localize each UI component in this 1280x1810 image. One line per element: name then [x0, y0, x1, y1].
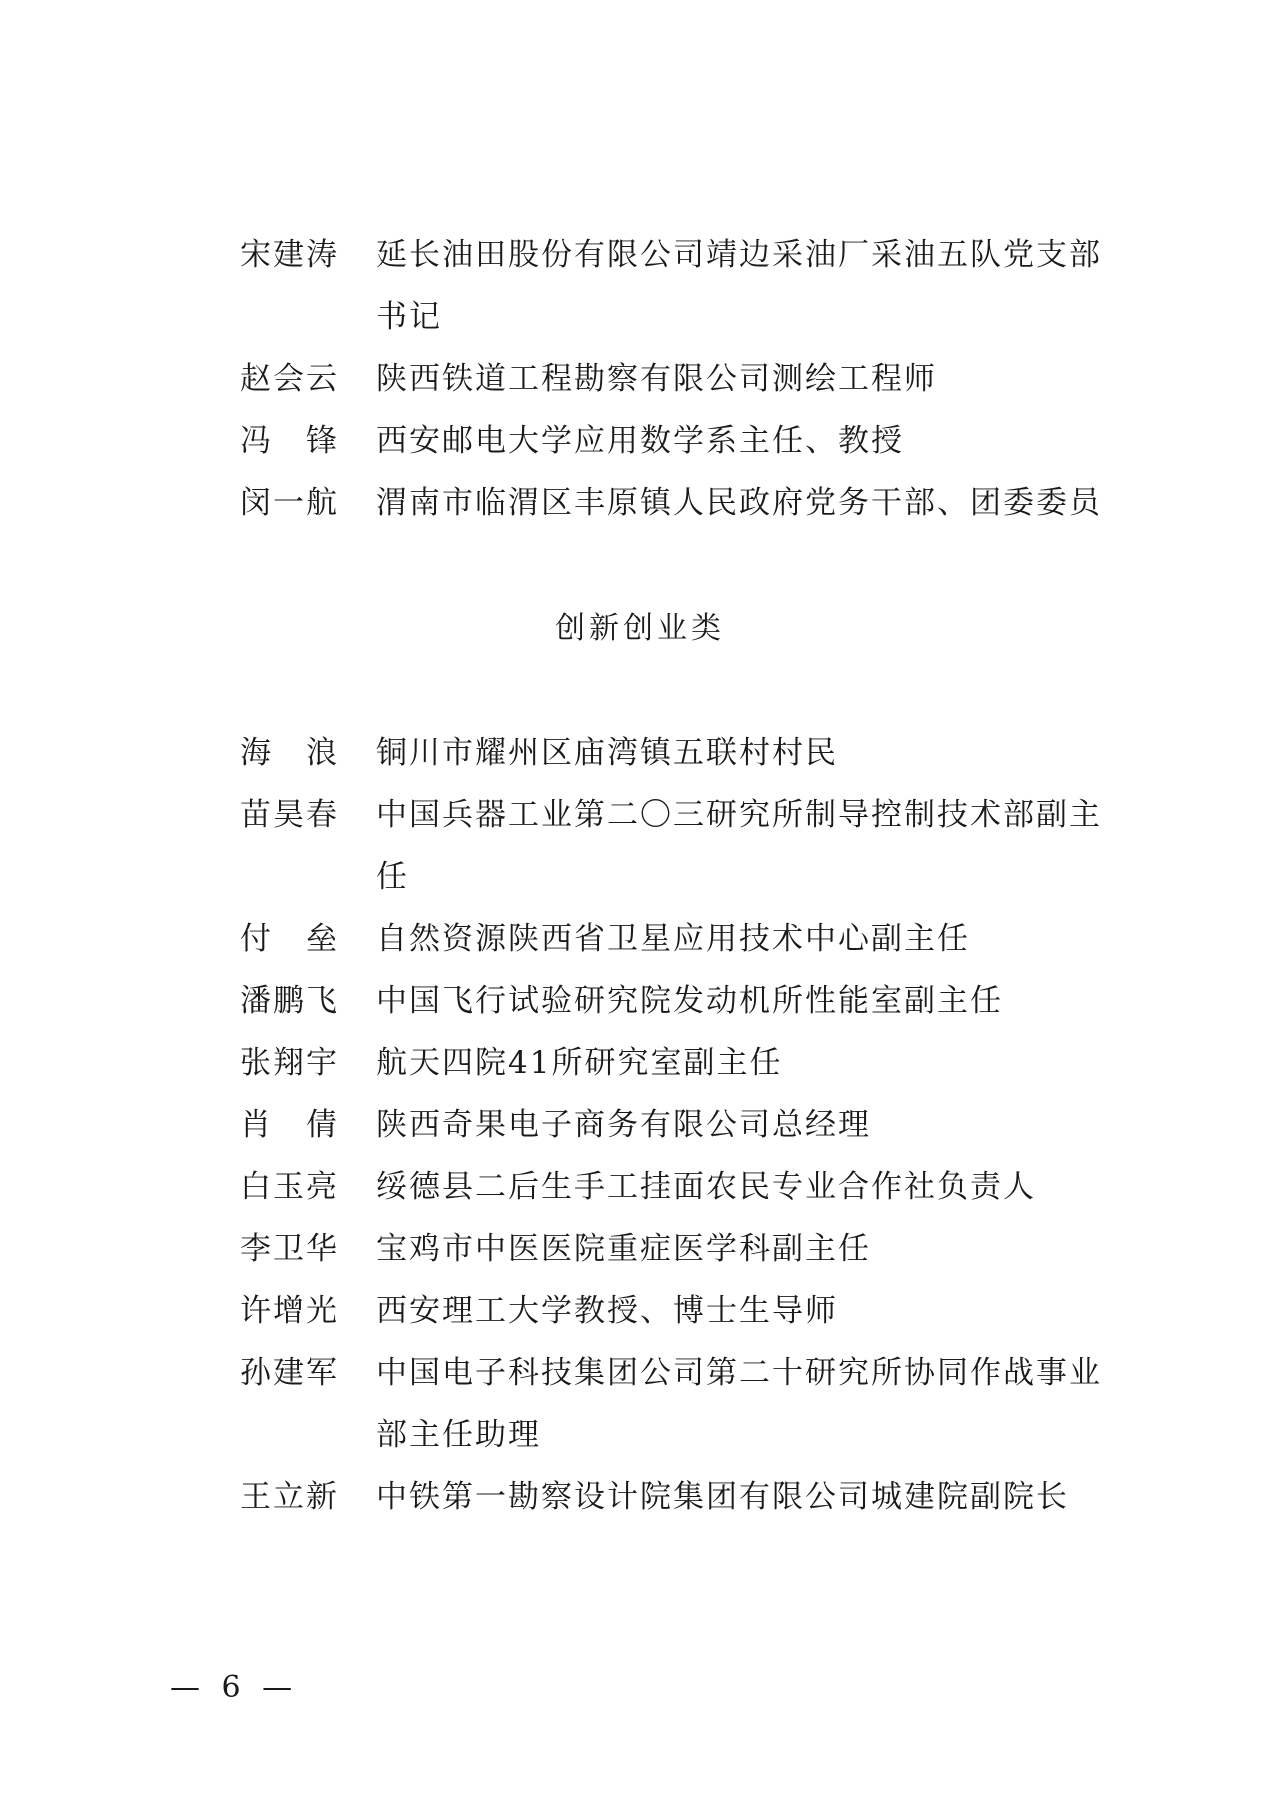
list-item — [240, 1280, 1120, 1342]
person-role: 铜川市耀州区庙湾镇五联村村民 — [376, 735, 838, 771]
person-role: 航天四院41所研究室副主任 — [376, 1045, 783, 1081]
list-item — [240, 970, 1120, 1032]
person-role: 西安邮电大学应用数学系主任、教授 — [376, 423, 904, 459]
person-role: 陕西奇果电子商务有限公司总经理 — [376, 1107, 871, 1143]
person-name: 王立新 — [240, 1479, 339, 1515]
list-item — [240, 410, 1120, 472]
person-name: 孙建军 — [240, 1355, 339, 1391]
person-name: 潘鹏飞 — [240, 983, 339, 1019]
innovation-entry-list — [240, 722, 1120, 1528]
person-name: 付 垒 — [240, 921, 339, 957]
person-name: 宋建涛 — [240, 237, 339, 273]
list-item — [240, 1466, 1120, 1528]
person-name: 冯 锋 — [240, 423, 339, 459]
list-item — [240, 224, 1120, 348]
list-item — [240, 908, 1120, 970]
page-number: — 6 — — [170, 1670, 299, 1705]
person-role: 绥德县二后生手工挂面农民专业合作社负责人 — [376, 1169, 1036, 1205]
person-role: 中国飞行试验研究院发动机所性能室副主任 — [376, 983, 1003, 1019]
list-item — [240, 1094, 1120, 1156]
list-item — [240, 1342, 1120, 1466]
person-name: 许增光 — [240, 1293, 339, 1329]
person-name: 赵会云 — [240, 361, 339, 397]
person-name: 苗昊春 — [240, 797, 339, 833]
list-item — [240, 1156, 1120, 1218]
list-item — [240, 472, 1120, 534]
person-role: 宝鸡市中医医院重症医学科副主任 — [376, 1231, 871, 1267]
person-role: 陕西铁道工程勘察有限公司测绘工程师 — [376, 361, 937, 397]
person-name: 张翔宇 — [240, 1045, 339, 1081]
person-role: 中国兵器工业第二〇三研究所制导控制技术部副主任 — [376, 797, 1102, 895]
person-role: 渭南市临渭区丰原镇人民政府党务干部、团委委员 — [376, 485, 1102, 521]
person-role: 中铁第一勘察设计院集团有限公司城建院副院长 — [376, 1479, 1069, 1515]
person-role: 西安理工大学教授、博士生导师 — [376, 1293, 838, 1329]
person-role: 延长油田股份有限公司靖边采油厂采油五队党支部书记 — [376, 237, 1102, 335]
person-name: 肖 倩 — [240, 1107, 339, 1143]
person-name: 海 浪 — [240, 735, 339, 771]
list-item — [240, 784, 1120, 908]
person-name: 白玉亮 — [240, 1169, 339, 1205]
list-item — [240, 722, 1120, 784]
person-role: 自然资源陕西省卫星应用技术中心副主任 — [376, 921, 970, 957]
top-entry-list — [240, 224, 1120, 534]
list-item — [240, 348, 1120, 410]
person-name: 闵一航 — [240, 485, 339, 521]
list-item — [240, 1218, 1120, 1280]
person-name: 李卫华 — [240, 1231, 339, 1267]
list-item — [240, 1032, 1120, 1094]
section-heading: 创新创业类 — [555, 611, 725, 646]
person-role: 中国电子科技集团公司第二十研究所协同作战事业部主任助理 — [376, 1355, 1102, 1453]
